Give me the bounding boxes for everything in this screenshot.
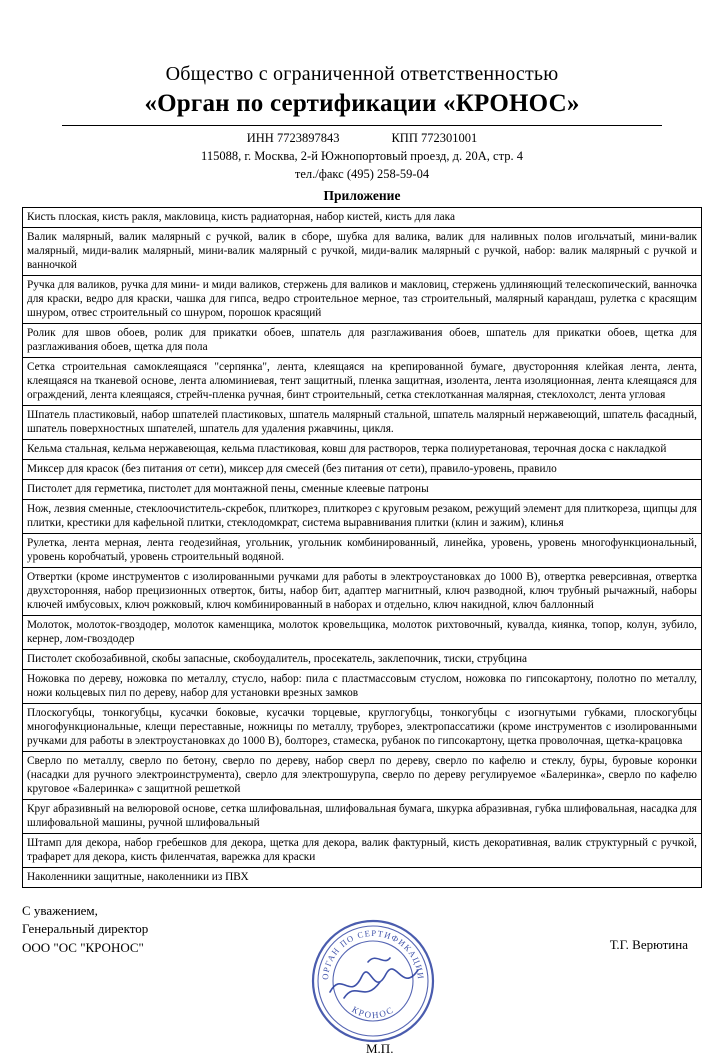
scope-cell: Кельма стальная, кельма нержавеющая, кельма пластиковая, ковш для растворов, терка полиуретановая, терочная доска с накладкой (23, 439, 702, 459)
scope-cell: Валик малярный, валик малярный с ручкой, валик в сборе, шубка для валика, валик для наливных полов игольчатый, мини-валик малярный, миди-валик малярный, мини-валик малярный с ручкой, миди-валик малярный с ручкой, набор: валик малярный с ручкой и ванночкой (23, 227, 702, 275)
address-line: 115088, г. Москва, 2-й Южнопортовый проезд, д. 20А, стр. 4 (22, 148, 702, 166)
table-row (23, 459, 702, 479)
phone-line: тел./факс (495) 258-59-04 (22, 166, 702, 184)
kpp-value: КПП 772301001 (391, 130, 477, 148)
scope-table-body (23, 207, 702, 887)
table-row (23, 207, 702, 227)
scope-cell: Сверло по металлу, сверло по бетону, сверло по дереву, набор сверл по дереву, сверло по кафелю и стеклу, буры, буровые коронки (насадки для ручного электроинструмента), сверло для электрошурупа, сверло по дереву регулируемое «Балеринка», сверло по кафелю круговое «Балеринка» с защитной решеткой (23, 751, 702, 799)
scope-cell: Ножовка по дереву, ножовка по металлу, стусло, набор: пила с пластмассовым стуслом, ножовка по гипсокартону, полотно по металлу, ножи кольцевых пил по дереву, набор для установки врезных замков (23, 669, 702, 703)
table-row (23, 499, 702, 533)
scope-cell: Отвертки (кроме инструментов с изолированными ручками для работы в электроустановках до 1000 В), отвертка реверсивная, отвертка двухсторонняя, набор прецизионных отверток, биты, набор бит, адаптер магнитный, ключ разводной, ключ трубный рычажный, наборы ключей имбусовых, ключ рожковый, ключ комбинированный в наборах и отдельно, ключ накидной, ключ баллонный (23, 567, 702, 615)
scope-cell: Пистолет для герметика, пистолет для монтажной пены, сменные клеевые патроны (23, 479, 702, 499)
inn-kpp-row (22, 130, 702, 148)
table-row (23, 703, 702, 751)
scope-cell: Ручка для валиков, ручка для мини- и миди валиков, стержень для валиков и макловиц, стержень удлиняющий телескопический, ванночка для краски, ведро для краски, чашка для гипса, ведро строительное мерное, таз строительный, малярный карандаш, рулетка с красящим шнуром, отвес строительный со шнуром, порошок красящий (23, 275, 702, 323)
regards-line: С уважением, (22, 902, 148, 921)
scope-cell: Рулетка, лента мерная, лента геодезийная, угольник, угольник комбинированный, линейка, уровень, уровень многофункциональный, уровень коробчатый, уровень строительный водяной. (23, 533, 702, 567)
mp-label: М.П. (366, 1040, 393, 1058)
table-row (23, 751, 702, 799)
organization-type: Общество с ограниченной ответственностью (22, 62, 702, 86)
scope-cell: Плоскогубцы, тонкогубцы, кусачки боковые, кусачки торцевые, круглогубцы, тонкогубцы с изогнутыми губками, плоскогубцы многофункциональные, клещи переставные, ножницы по металлу, труборез, электропассатижи (кроме инструментов с изолированными ручками для работы в электроустановках до 1000 В), болторез, стамеска, рубанок по гипсокартону, щетка проволочная, щетка-крацовка (23, 703, 702, 751)
scope-cell: Сетка строительная самоклеящаяся "серпянка", лента, клеящаяся на крепированной бумаге, двусторонняя клейкая лента, лента, клеящаяся на тканевой основе, лента алюминиевая, тент защитный, пленка защитная, изолента, лента изоляционная, лента клеящаяся для ограждений, лента клеящаяся, стрейч-пленка ручная, бинт строительный, сетка стеклотканная малярная, стеклохолст, лента угловая (23, 357, 702, 405)
signer-position: Генеральный директор (22, 920, 148, 939)
table-row (23, 439, 702, 459)
scope-cell: Штамп для декора, набор гребешков для декора, щетка для декора, валик фактурный, кисть декоративная, валик структурный с ручкой, трафарет для декора, кисть филенчатая, варежка для краски (23, 833, 702, 867)
table-row (23, 405, 702, 439)
table-row (23, 479, 702, 499)
scope-cell: Ролик для швов обоев, ролик для прикатки обоев, шпатель для разглаживания обоев, шпатель для прикатки обоев, щетка для разглаживания обоев, щетка для пола (23, 323, 702, 357)
table-row (23, 649, 702, 669)
stamp-graphic (310, 918, 436, 1044)
table-row (23, 357, 702, 405)
document-header (22, 62, 702, 204)
scope-cell: Пистолет скобозабивной, скобы запасные, скобоудалитель, просекатель, заклепочник, тиски, струбцина (23, 649, 702, 669)
table-row (23, 275, 702, 323)
signer-company: ООО "ОС "КРОНОС" (22, 939, 148, 958)
scope-cell: Шпатель пластиковый, набор шпателей пластиковых, шпатель малярный стальной, шпатель малярный нержавеющий, шпатель фасадный, шпатель поверхностных шпателей, шпатель для удаления ржавчины, цикля. (23, 405, 702, 439)
inn-value: ИНН 7723897843 (247, 130, 340, 148)
document-footer (22, 902, 702, 959)
table-row (23, 799, 702, 833)
scope-cell: Нож, лезвия сменные, стеклоочиститель-скребок, плиткорез, плиткорез с круговым резаком, режущий элемент для плиткореза, щипцы для плитки, крестики для кафельной плитки, стеклодомкрат, система выравнивания плитки (клин и зажим), клинья (23, 499, 702, 533)
footer-left-block (22, 902, 148, 959)
table-row (23, 615, 702, 649)
scope-cell: Круг абразивный на велюровой основе, сетка шлифовальная, шлифовальная бумага, шкурка абразивная, губка шлифовальная, насадка для шлифовальной машины, ручной шлифовальный (23, 799, 702, 833)
organization-name: «Орган по сертификации «КРОНОС» (22, 88, 702, 119)
table-row (23, 867, 702, 887)
scope-cell: Наколенники защитные, наколенники из ПВХ (23, 867, 702, 887)
scope-cell: Кисть плоская, кисть ракля, макловица, кисть радиаторная, набор кистей, кисть для лака (23, 207, 702, 227)
table-row (23, 323, 702, 357)
scope-table (22, 207, 702, 888)
official-stamp (310, 918, 436, 1044)
table-row (23, 669, 702, 703)
scope-cell: Молоток, молоток-гвоздодер, молоток каменщика, молоток кровельщика, молоток рихтовочный, кувалда, киянка, топор, колун, зубило, кернер, лом-гвоздодер (23, 615, 702, 649)
signer-name: Т.Г. Верютина (610, 936, 688, 955)
appendix-title: Приложение (22, 188, 702, 204)
table-row (23, 567, 702, 615)
header-divider (62, 125, 662, 126)
table-row (23, 833, 702, 867)
table-row (23, 227, 702, 275)
scope-cell: Миксер для красок (без питания от сети), миксер для смесей (без питания от сети), правило-уровень, правило (23, 459, 702, 479)
svg-text:КРОНОС: КРОНОС (350, 1004, 396, 1020)
table-row (23, 533, 702, 567)
svg-text:ОРГАН ПО СЕРТИФИКАЦИИ: ОРГАН ПО СЕРТИФИКАЦИИ (320, 927, 426, 979)
organization-requisites (22, 130, 702, 183)
